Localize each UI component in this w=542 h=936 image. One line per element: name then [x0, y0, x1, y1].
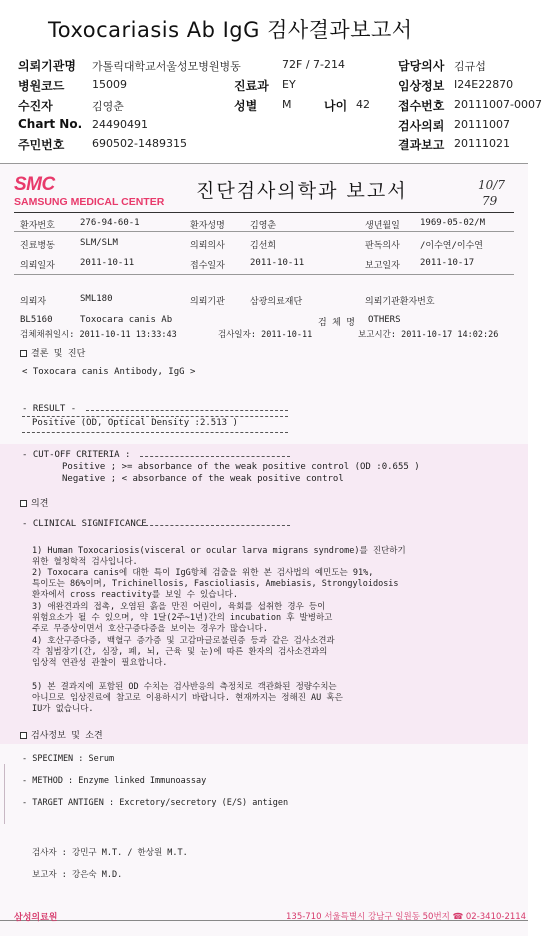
clinical-item-3b: 위험요소가 될 수 있으며, 약 1달(2주~1년)간의 incubation 후 발병하고	[32, 613, 333, 623]
section-bullet-icon	[20, 732, 27, 739]
margin-mark	[4, 764, 5, 824]
collect-time: 검체채취일시: 2011-10-11 13:33:43	[20, 330, 177, 340]
label-sex: 성별	[234, 99, 258, 113]
section-result-text: 결론 및 진단	[31, 349, 86, 359]
value-ward: 72F / 7-214	[282, 58, 345, 71]
section-bullet-icon	[20, 350, 27, 357]
label-request-date: 검사의뢰	[398, 119, 445, 133]
clinical-item-4b: 각 침범장기(간, 심장, 폐, 뇌, 근육 및 눈)에 따른 환자의 검사소견과의	[32, 647, 328, 657]
handwritten-note: 10/7	[478, 178, 505, 192]
agency-patno-label: 의뢰기관환자번호	[365, 297, 435, 307]
requester: SML180	[80, 294, 113, 304]
request-date-label: 의뢰일자	[20, 261, 55, 271]
clinical-item-5a: 5) 본 결과지에 포함된 OD 수치는 검사반응의 측정치로 객관화된 정량수치는	[32, 682, 337, 692]
clinical-item-1a: 1) Human Toxocariosis(visceral or ocular larva migrans syndrome)를 진단하기	[32, 546, 406, 556]
smc-logo-subtitle: SAMSUNG MEDICAL CENTER	[14, 196, 165, 208]
clinical-item-2b: 특이도는 86%이며, Trichinellosis, Fascioliasis, Amebiasis, Strongyloidosis	[32, 579, 399, 589]
clinical-item-5c: IU가 없습니다.	[32, 704, 94, 714]
value-hospital-code: 15009	[92, 78, 127, 91]
title-rule	[14, 212, 514, 213]
value-accession-no: 20111007-0007	[454, 98, 542, 111]
value-resident-no: 690502-1489315	[92, 137, 187, 150]
exam-date: 검사일자: 2011-10-11	[218, 330, 313, 340]
clinical-item-3c: 주로 무증상이면서 호산구증다증을 보이는 경우가 많습니다.	[32, 624, 268, 634]
specimen-label: 검 체 명	[318, 318, 355, 328]
clinical-item-1b: 위한 혈청학적 검사입니다.	[32, 557, 138, 567]
doctor-label: 의뢰의사	[190, 241, 225, 251]
value-report-date: 20111021	[454, 137, 510, 150]
doctor: 김선희	[250, 241, 277, 251]
result-dash-rule-2	[22, 416, 288, 417]
label-clinical-info: 임상정보	[398, 79, 445, 93]
clinical-dash-rule	[140, 525, 290, 526]
cutoff-heading: - CUT-OFF CRITERIA :	[22, 450, 131, 460]
result-heading: - RESULT -	[22, 404, 77, 414]
info-rule-2	[14, 274, 514, 275]
ward: SLM/SLM	[80, 238, 118, 248]
smc-logo: SMC	[14, 174, 55, 195]
footer-brand: 삼성의료원	[14, 913, 58, 923]
receive-date: 2011-10-11	[250, 258, 305, 268]
method-line: - METHOD : Enzyme linked Immunoassay	[22, 776, 207, 786]
ward-label: 진료병동	[20, 241, 55, 251]
patient-no-label: 환자번호	[20, 221, 55, 231]
report-time: 보고시간: 2011-10-17 14:02:26	[358, 330, 499, 340]
cutoff-dash-rule	[140, 456, 290, 457]
value-request-date: 20111007	[454, 118, 510, 131]
patient-name: 김영춘	[250, 221, 277, 231]
cutoff-negative: Negative ; < absorbance of the weak positive control	[62, 474, 344, 484]
report-date: 2011-10-17	[420, 258, 475, 268]
lab-report-title: 진단검사의학과 보고서	[196, 180, 408, 202]
label-department: 진료과	[234, 79, 269, 93]
receive-date-label: 접수일자	[190, 261, 225, 271]
test-name: Toxocara canis Ab	[80, 315, 173, 325]
specimen-value: OTHERS	[368, 315, 401, 325]
label-resident-no: 주민번호	[18, 138, 65, 152]
label-doctor: 담당의사	[398, 59, 445, 73]
clinical-item-3a: 3) 애완견과의 접촉, 오염된 흙을 만진 어린이, 육회를 섭취한 경우 등이	[32, 602, 326, 612]
clinical-item-4c: 임상적 연관성 관찰이 필요합니다.	[32, 658, 168, 668]
scanned-report	[0, 163, 528, 936]
value-chart-no: 24490491	[92, 118, 148, 131]
clinical-item-2c: 환자에서 cross reactivity를 보일 수 있습니다.	[32, 590, 238, 600]
info-rule-1	[14, 231, 514, 232]
section-result-heading	[20, 346, 85, 359]
section-opinion-text: 의견	[31, 499, 49, 509]
agency: 삼광의료재단	[250, 297, 303, 307]
value-doctor: 김규섭	[454, 60, 486, 73]
result-value: Positive (OD, Optical Density :2.513 )	[32, 418, 238, 428]
test-code: BL5160	[20, 315, 53, 325]
value-patient: 김영춘	[92, 100, 124, 113]
result-dash-rule	[86, 410, 288, 411]
label-hospital-code: 병원코드	[18, 79, 65, 93]
clinical-item-5b: 아니므로 임상진료에 참고로 이용하시기 바랍니다. 현재까지는 정해진 AU 혹은	[32, 693, 343, 703]
label-accession-no: 접수번호	[398, 99, 445, 113]
value-requester-org: 가톨릭대학교서울성모병원병동	[92, 60, 241, 73]
birth-label: 생년월일	[365, 221, 400, 231]
label-chart-no: Chart No.	[18, 117, 83, 131]
label-report-date: 결과보고	[398, 138, 445, 152]
report-title: Toxocariasis Ab IgG 검사결과보고서	[48, 18, 413, 42]
cutoff-positive: Positive ; >= absorbance of the weak positive control (OD :0.655 )	[62, 462, 420, 472]
value-sex: M	[282, 98, 292, 111]
value-age: 42	[356, 98, 370, 111]
clinical-heading: - CLINICAL SIGNIFICANCE	[22, 519, 147, 529]
birth: 1969-05-02/M	[420, 218, 486, 228]
label-age: 나이	[324, 99, 348, 113]
section-bullet-icon	[20, 500, 27, 507]
section-info-text: 검사정보 및 소견	[31, 731, 103, 741]
requester-label: 의뢰자	[20, 297, 47, 307]
patient-name-label: 환자성명	[190, 221, 225, 231]
handwritten-note-2: 79	[482, 194, 498, 208]
reader-label: 판독의사	[365, 241, 400, 251]
label-requester-org: 의뢰기관명	[18, 59, 76, 73]
footer-address: 135-710 서울특별시 강남구 일원동 50번지 ☎ 02-3410-2114	[286, 912, 527, 922]
clinical-item-4a: 4) 호산구증다증, 백혈구 증가증 및 고감마글로불린증 등과 같은 검사소견과	[32, 636, 335, 646]
report-date-label: 보고일자	[365, 261, 400, 271]
value-department: EY	[282, 78, 296, 91]
antibody-line: < Toxocara canis Antibody, IgG >	[22, 367, 196, 377]
reporter-line: 보고자 : 강은숙 M.D.	[32, 870, 123, 880]
section-info-heading	[20, 728, 103, 741]
reader: /이수연/이수연	[420, 241, 484, 251]
tester-line: 검사자 : 강민구 M.T. / 한상원 M.T.	[32, 848, 188, 858]
antigen-line: - TARGET ANTIGEN : Excretory/secretory (E/S) antigen	[22, 798, 289, 808]
section-opinion-heading	[20, 496, 48, 509]
value-clinical-info: I24E22870	[454, 78, 514, 91]
result-dash-rule-3	[22, 432, 288, 433]
patient-no: 276-94-60-1	[80, 218, 140, 228]
label-patient: 수진자	[18, 99, 53, 113]
request-date: 2011-10-11	[80, 258, 135, 268]
clinical-item-2a: 2) Toxocara canis에 대한 특이 IgG항체 검출을 위한 본 검사법의 예민도는 91%,	[32, 568, 374, 578]
agency-label: 의뢰기관	[190, 297, 225, 307]
specimen-line: - SPECIMEN : Serum	[22, 754, 115, 764]
